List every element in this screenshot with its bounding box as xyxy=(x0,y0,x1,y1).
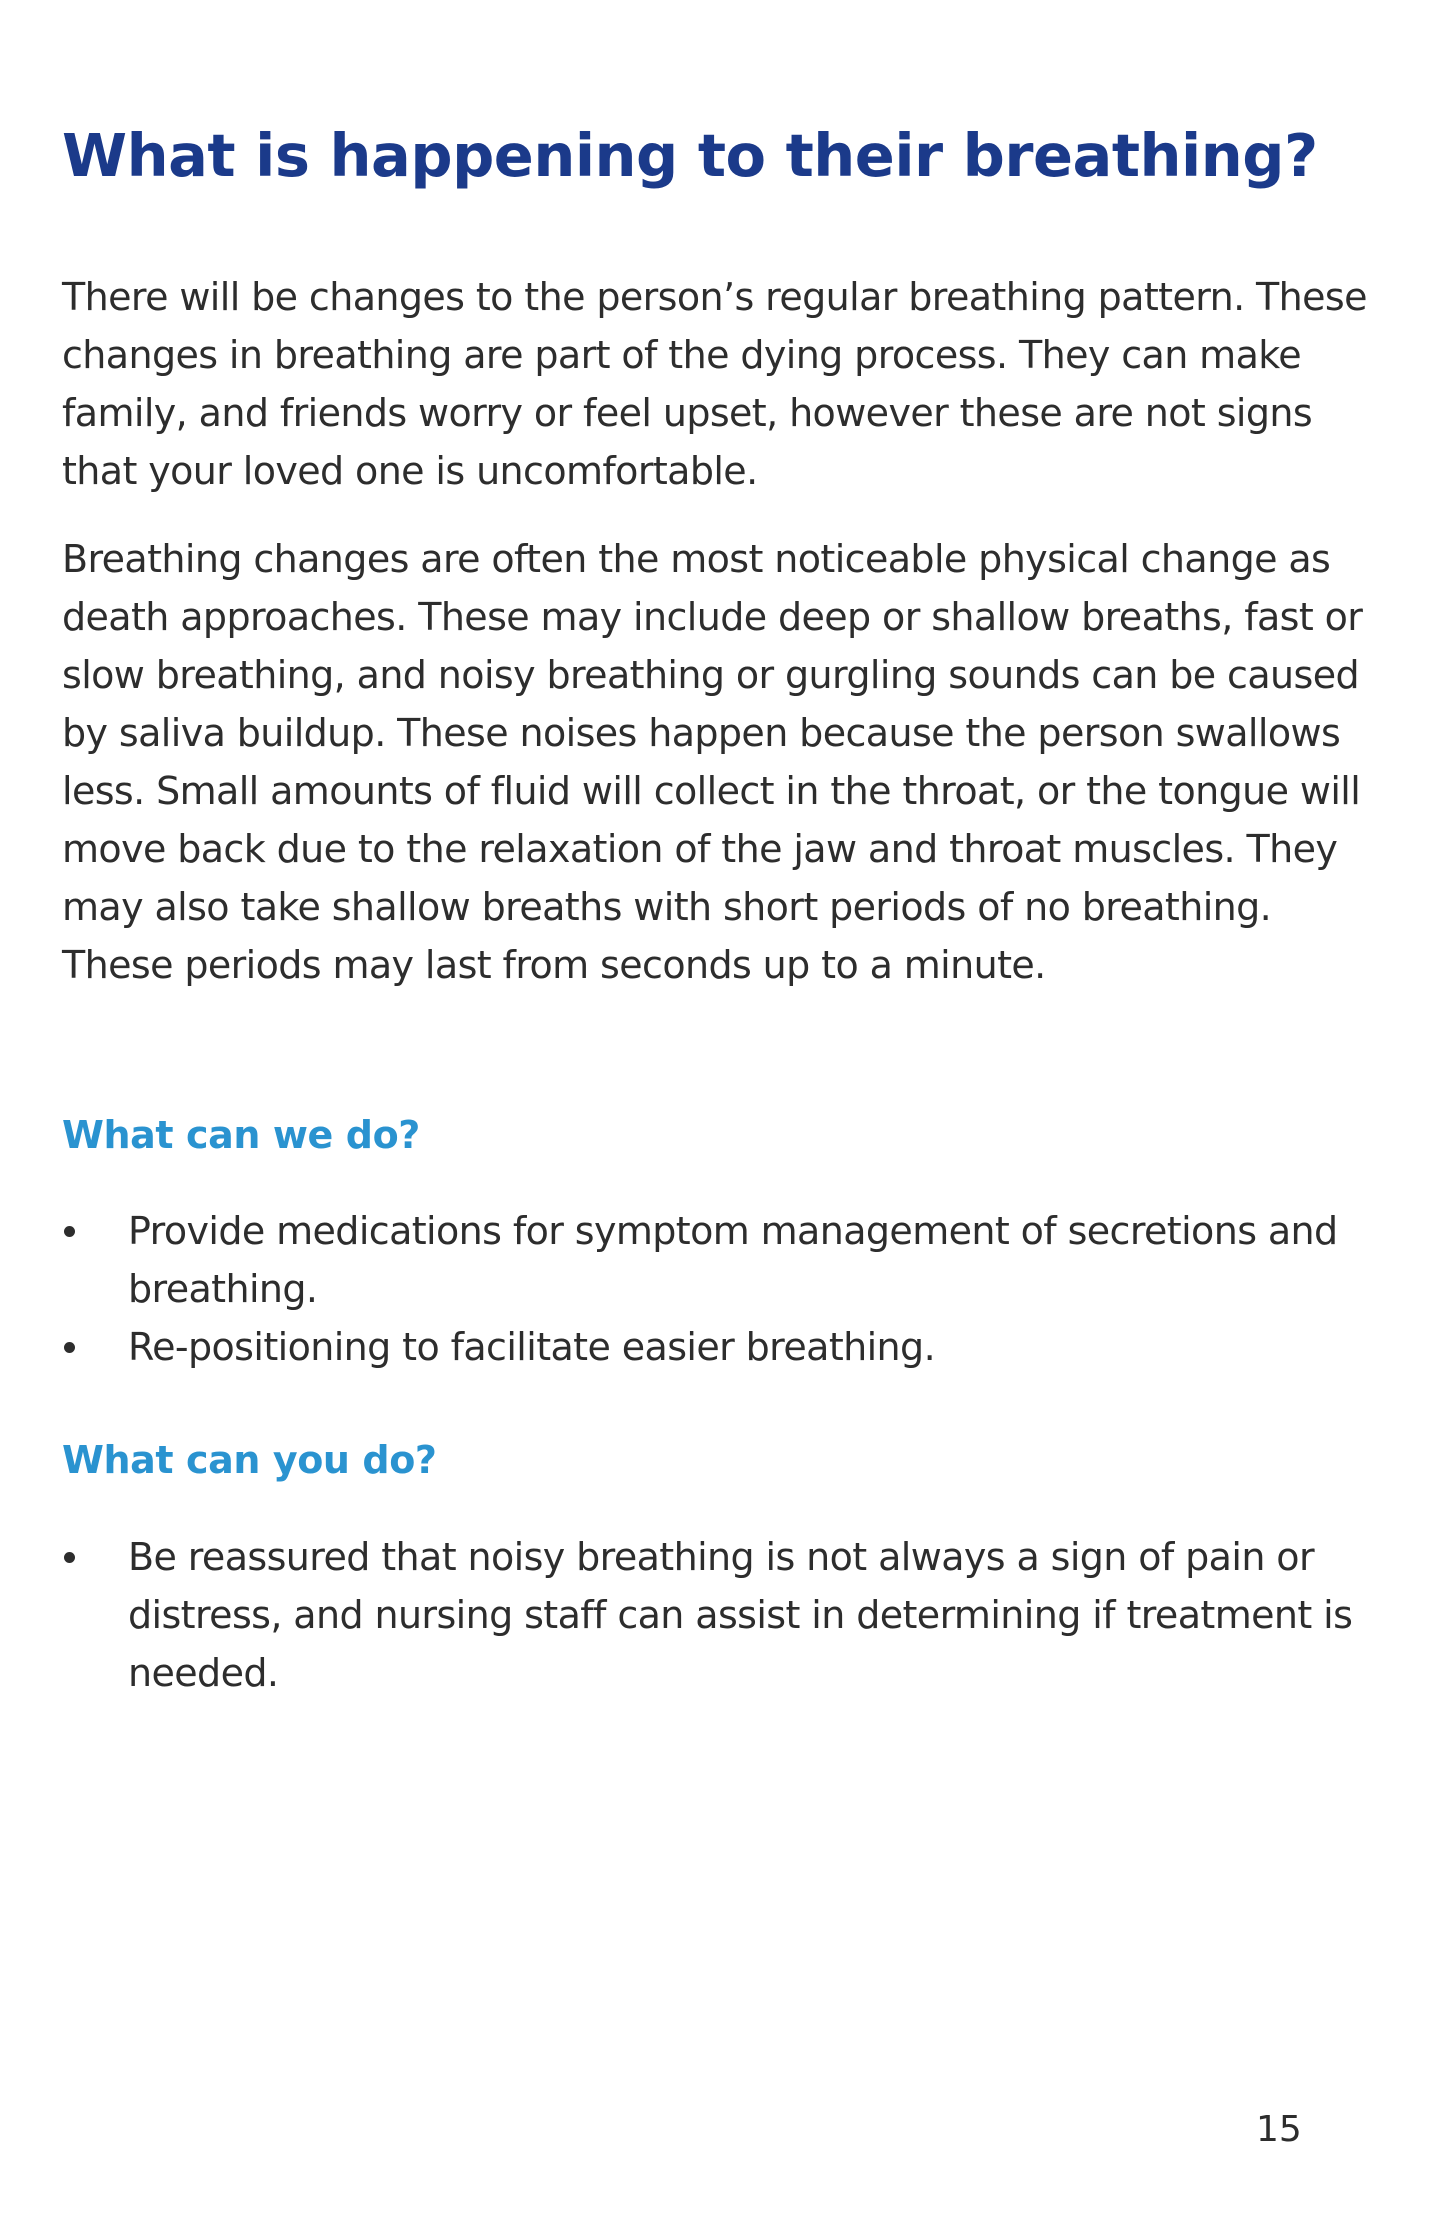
bullet-icon xyxy=(64,1226,75,1237)
bullet-icon xyxy=(64,1552,75,1563)
what-can-you-do-heading: What can you do? xyxy=(62,1438,437,1482)
list-item-text: Be reassured that noisy breathing is not always a sign of pain or distress, and nursing staff can assist in determining if treatment is needed. xyxy=(128,1535,1353,1695)
page-number: 15 xyxy=(1256,2109,1302,2150)
list-item xyxy=(62,1528,1382,1702)
list-item-text: Provide medications for symptom management of secretions and breathing. xyxy=(128,1209,1338,1311)
breathing-changes-paragraph: Breathing changes are often the most noticeable physical change as death approaches. These may include deep or shallow breaths, fast or slow breathing, and noisy breathing or gurgling sounds can be caused by saliva buildup. These noises happen because the person swallows less. Small amounts of fluid will collect in the throat, or the tongue will move back due to the relaxation of the jaw and throat muscles. They may also take shallow breaths with short periods of no breathing. These periods may last from seconds up to a minute. xyxy=(62,537,1363,987)
list-item xyxy=(62,1202,1382,1318)
page-title: What is happening to their breathing? xyxy=(62,121,1318,190)
what-can-you-do-list xyxy=(62,1528,1382,1702)
list-item xyxy=(62,1318,1382,1376)
what-can-we-do-list xyxy=(62,1202,1382,1376)
list-item-text: Re-positioning to facilitate easier breathing. xyxy=(128,1325,936,1369)
bullet-icon xyxy=(64,1342,75,1353)
what-can-we-do-heading: What can we do? xyxy=(62,1113,420,1157)
intro-paragraph: There will be changes to the person’s regular breathing pattern. These changes in breathing are part of the dying process. They can make family, and friends worry or feel upset, however these are not signs that your loved one is uncomfortable. xyxy=(62,275,1367,493)
